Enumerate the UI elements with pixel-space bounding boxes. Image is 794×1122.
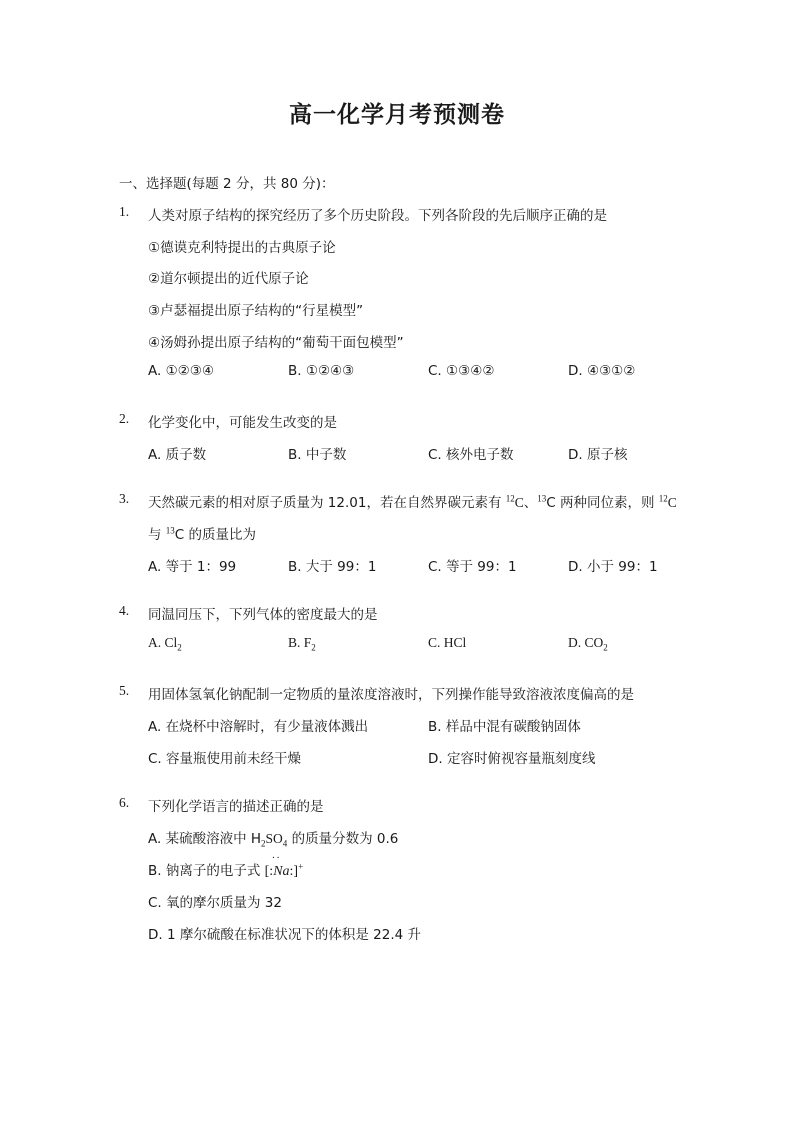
isotope-mass-13: 13	[537, 493, 547, 504]
q3-option-b[interactable]: B. 大于 99：1	[288, 559, 377, 575]
question-number: 5.	[119, 683, 130, 698]
q6-option-a[interactable]	[148, 827, 398, 847]
q2-option-a[interactable]: A. 质子数	[148, 447, 207, 463]
question-stem: 人类对原子结构的探究经历了多个历史阶段。下列各阶段的先后顺序正确的是	[148, 208, 607, 224]
q3-option-d[interactable]: D. 小于 99：1	[568, 559, 658, 575]
q6-option-b[interactable]	[148, 852, 304, 880]
q6-option-d[interactable]: D. 1 摩尔硫酸在标准状况下的体积是 22.4 升	[148, 927, 421, 943]
option-text: 的质量分数为 0.6	[287, 831, 399, 847]
q3-stem-part: 与	[148, 527, 166, 543]
q3-stem-part: C 两种同位素，则	[546, 495, 659, 511]
ion-charge: +	[298, 861, 304, 872]
q1-item-1: ①德谟克利特提出的古典原子论	[148, 240, 336, 256]
question-stem: 下列化学语言的描述正确的是	[148, 799, 324, 815]
isotope-mass-12: 12	[505, 493, 515, 504]
q3-option-a[interactable]: A. 等于 1：99	[148, 559, 237, 575]
q5-option-b[interactable]: B. 样品中混有碳酸钠固体	[428, 719, 581, 735]
q1-option-d[interactable]: D. ④③①②	[568, 363, 636, 379]
q4-option-d[interactable]	[568, 635, 608, 651]
q3-stem-part: C 的质量比为	[174, 527, 257, 543]
question-stem: 化学变化中，可能发生改变的是	[148, 415, 337, 431]
q1-option-c[interactable]: C. ①③④②	[428, 363, 495, 379]
q2-option-d[interactable]: D. 原子核	[568, 447, 628, 463]
question-number: 4.	[119, 603, 130, 618]
option-text: B. F	[288, 635, 312, 650]
bracket-open: [:	[264, 864, 274, 879]
q4-option-a[interactable]	[148, 635, 182, 651]
q4-option-b[interactable]	[288, 635, 316, 651]
q3-stem-part: 天然碳元素的相对原子质量为 12.01，若在自然界碳元素有	[148, 495, 506, 511]
option-text: D. CO	[568, 635, 604, 650]
option-text: A. Cl	[148, 635, 178, 650]
question-stem	[148, 491, 677, 511]
q5-option-d[interactable]: D. 定容时俯视容量瓶刻度线	[428, 751, 596, 767]
subscript: 4	[282, 838, 288, 849]
question-stem: 同温同压下，下列气体的密度最大的是	[148, 607, 378, 623]
q3-stem-line-2	[148, 523, 256, 543]
option-text: B. 钠离子的电子式	[148, 863, 265, 879]
carbon-symbol: C	[667, 495, 677, 510]
electron-dots: ··	[271, 852, 281, 864]
formula-part: SO	[265, 831, 283, 846]
q2-option-b[interactable]: B. 中子数	[288, 447, 347, 463]
q1-option-a[interactable]: A. ①②③④	[148, 363, 214, 379]
q1-item-3: ③卢瑟福提出原子结构的“行星模型”	[148, 303, 364, 319]
page-title: 高一化学月考预测卷	[289, 102, 505, 128]
question-stem: 用固体氢氧化钠配制一定物质的量浓度溶液时，下列操作能导致溶液浓度偏高的是	[148, 687, 634, 703]
question-number: 6.	[119, 795, 130, 810]
q1-item-2: ②道尔顿提出的近代原子论	[148, 271, 309, 287]
q6-option-c[interactable]: C. 氧的摩尔质量为 32	[148, 895, 282, 911]
carbon-symbol: C	[514, 495, 524, 510]
q2-option-c[interactable]: C. 核外电子数	[428, 447, 514, 463]
option-text: A. 某硫酸溶液中 H	[148, 831, 262, 847]
bracket-close: :]	[289, 864, 299, 879]
q5-option-a[interactable]: A. 在烧杯中溶解时，有少量液体溅出	[148, 719, 369, 735]
isotope-mass-12: 12	[658, 493, 668, 504]
sodium-symbol: Na	[273, 864, 290, 879]
isotope-mass-13: 13	[165, 525, 175, 536]
subscript: 2	[603, 642, 608, 653]
q4-option-c[interactable]: C. HCl	[428, 635, 467, 650]
q5-option-c[interactable]: C. 容量瓶使用前未经干燥	[148, 751, 302, 767]
q3-option-c[interactable]: C. 等于 99：1	[428, 559, 517, 575]
question-number: 1.	[119, 204, 130, 219]
section-header: 一、选择题(每题 2 分，共 80 分)：	[119, 176, 335, 192]
question-number: 3.	[119, 491, 130, 506]
q1-item-4: ④汤姆孙提出原子结构的“葡萄干面包模型”	[148, 335, 404, 351]
subscript: 2	[261, 838, 266, 849]
question-number: 2.	[119, 411, 130, 426]
q1-option-b[interactable]: B. ①②④③	[288, 363, 355, 379]
separator: 、	[523, 495, 538, 511]
subscript: 2	[311, 642, 316, 653]
subscript: 2	[177, 642, 182, 653]
electron-formula	[264, 852, 304, 880]
